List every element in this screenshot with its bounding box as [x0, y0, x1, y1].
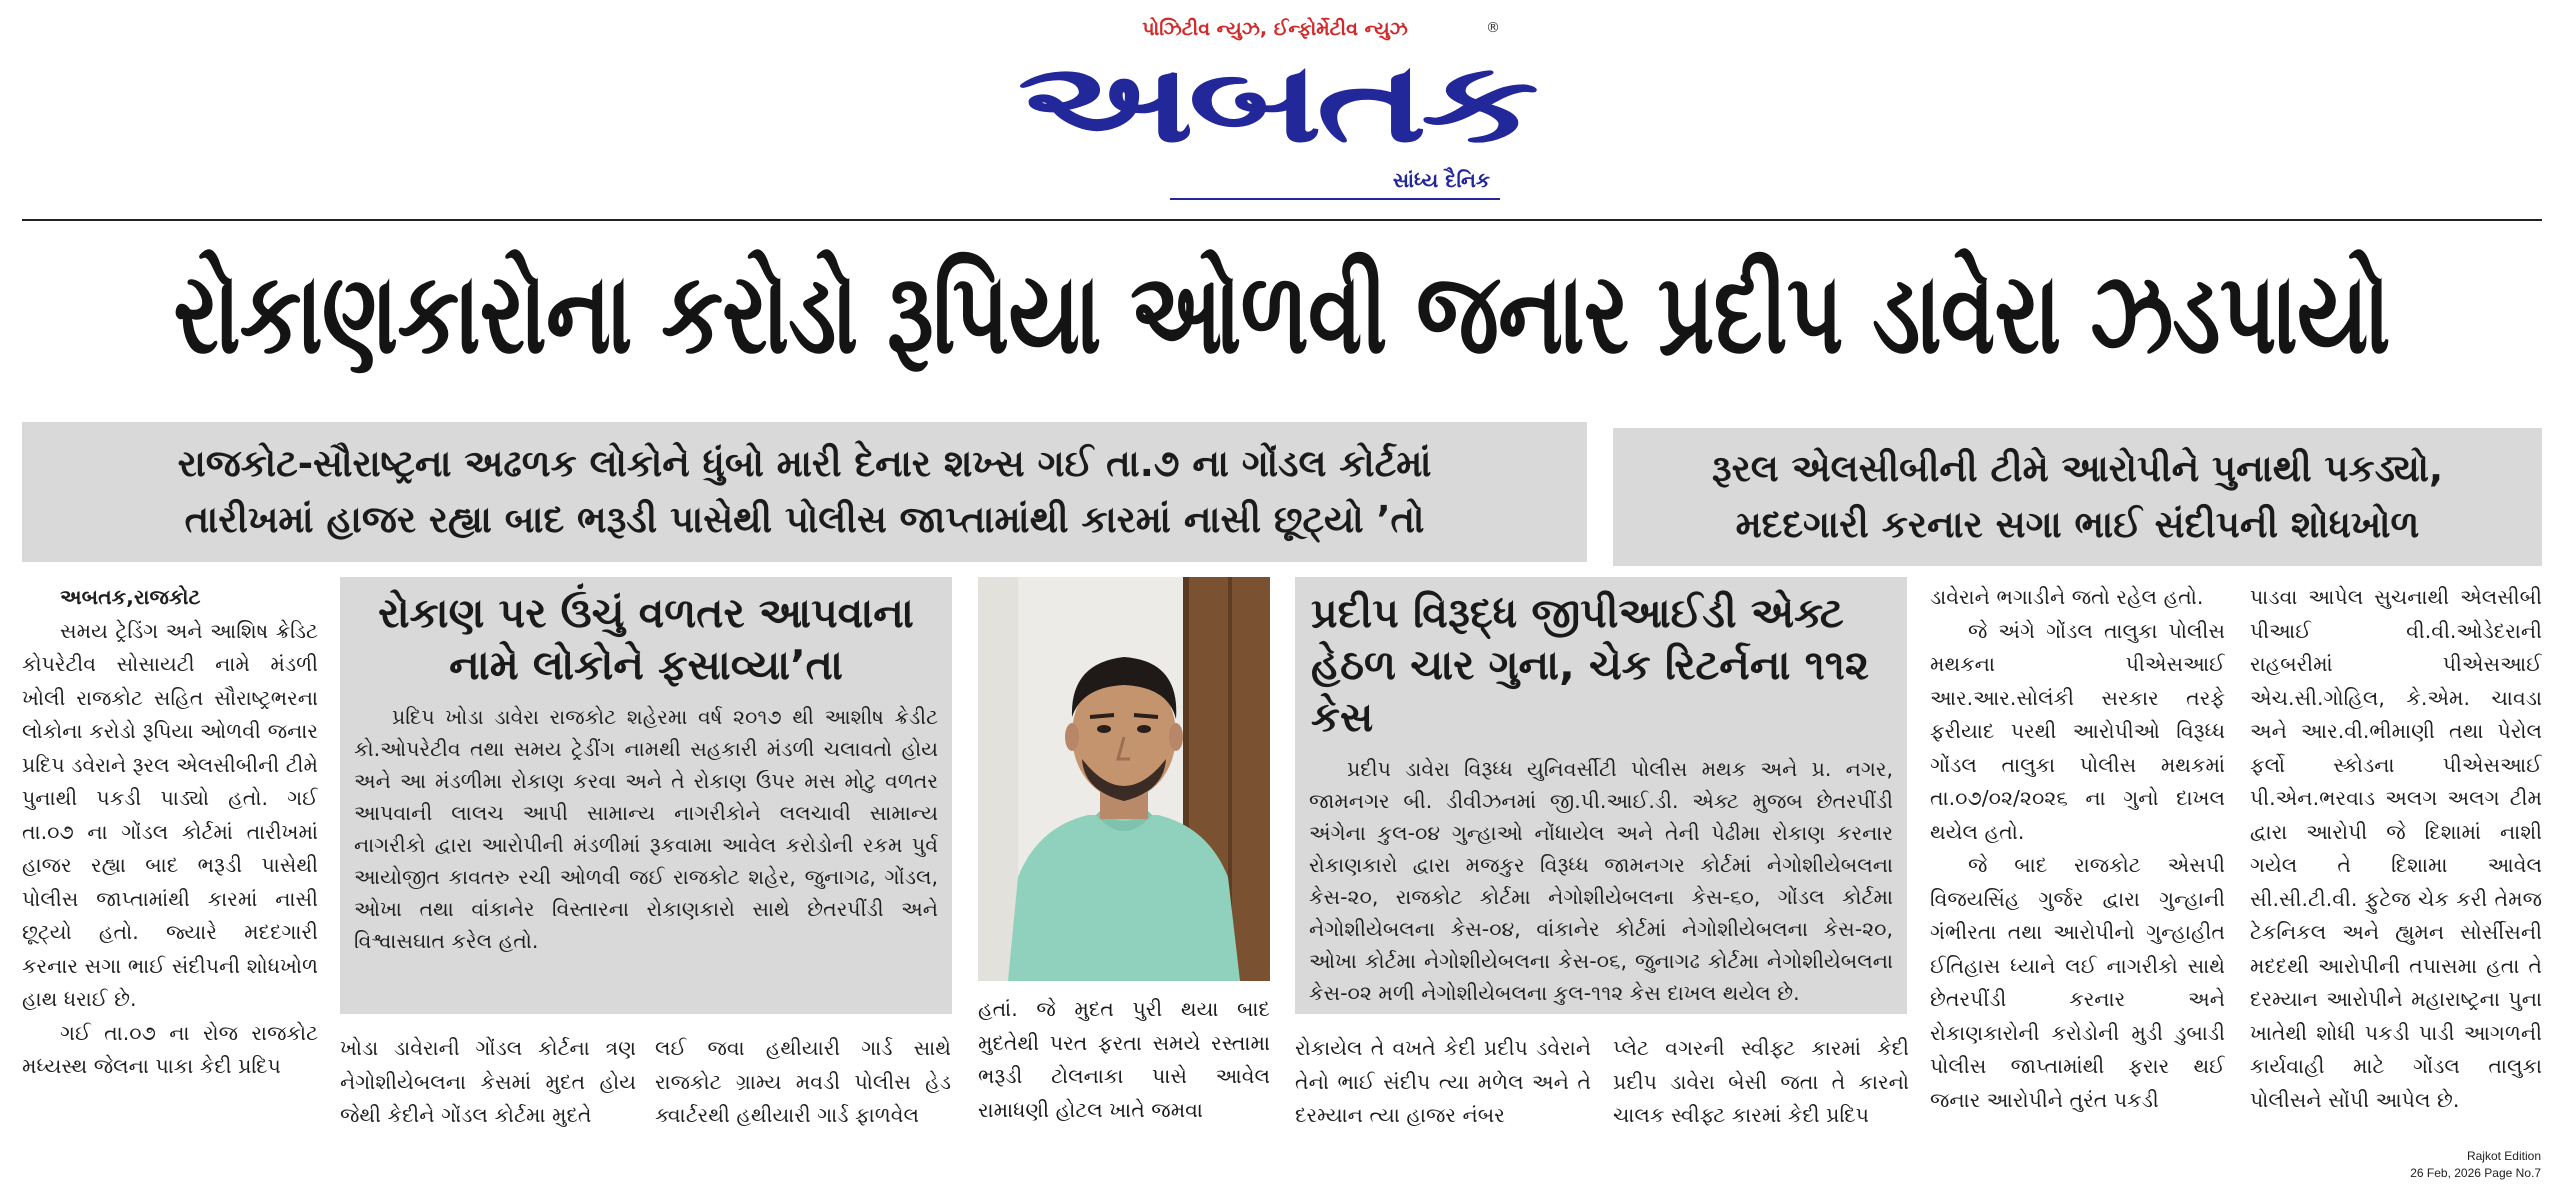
column-6-text: પ્લેટ વગરની સ્વીફ્ટ કારમાં કેદી પ્રદીપ ડાવેરા બેસી જતા તે કારનો ચાલક સ્વીફ્ટ કારમાં કેદી પ્રદિપ [1613, 1036, 1909, 1127]
logo-underline [1170, 198, 1500, 200]
edition-name: Rajkot Edition [2466, 1149, 2541, 1163]
masthead-tagline: પોઝિટીવ ન્યુઝ, ઈન્ફોર્મેટીવ ન્યુઝ [1142, 18, 1408, 40]
masthead-subtitle: સાંધ્ય દૈનિક [1392, 168, 1490, 192]
deck-right-line-1: રૂરલ એલસીબીની ટીમે આરોપીને પુનાથી પકડ્યો, [1711, 447, 2444, 490]
registered-mark: ® [1486, 20, 1500, 36]
portrait-image [978, 577, 1270, 981]
deck-left [22, 422, 1587, 562]
article-column-2 [340, 1032, 636, 1142]
column-7-paragraph-3: જે બાદ રાજકોટ એસપી વિજયસિંહ ગુર્જર દ્વારા ગુન્હાની ગંભીરતા તથા આરોપીનો ગુન્હાહીત ઈતિહાસ ધ્યાને લઈ નાગરીકો સાથે છેતરપીંડી કરનાર અને રોકાણકારોની કરોડોની મુડી ડુબાડી પોલીસ જાપ્તામાંથી ફરાર થઈ જનાર આરોપીને તુરંત પકડી [1930, 853, 2225, 1112]
sidebar-box-investment [340, 577, 952, 1014]
article-column-7 [1930, 581, 2225, 1143]
deck-left-line-2: તારીખમાં હાજર રહ્યા બાદ ભરૂડી પાસેથી પોલીસ જાપ્તામાંથી કારમાં નાસી છૂટ્યો ’તો [184, 498, 1425, 541]
masthead-rule [22, 219, 2542, 221]
article-column-8 [2250, 581, 2542, 1143]
main-headline [22, 240, 2542, 390]
masthead [1017, 14, 1533, 204]
dateline: અબતક,રાજકોટ [60, 585, 201, 609]
article-column-3 [655, 1032, 951, 1142]
column-7-paragraph-1: ડાવેરાને ભગાડીને જતો રહેલ હતો. [1930, 585, 2204, 609]
sidebar-box-cases-body: પ્રદીપ ડાવેરા વિરૂધ્ધ યુનિવર્સીટી પોલીસ મથક અને પ્ર. નગર, જામનગર બી. ડીવીઝનમાં જી.પી.આઈ.ડી. એક્ટ મુજબ છેતરપીંડી અંગેના કુલ-૦૪ ગુન્હાઓ નોંધાયેલ અને તેની પેઢીમા રોકાણ કરનાર રોકાણકારો દ્વારા મજકુર વિરૂધ્ધ જામનગર કોર્ટમાં નેગોશીયેબલના કેસ-૨૦, રાજકોટ કોર્ટમા નેગોશીયેબલના કેસ-૬૦, ગોંડલ કોર્ટમા નેગોશીયેબલના કેસ-૦૪, વાંકાનેર કોર્ટમાં નેગોશીયેબલના કેસ-૨૦, ઓખા કોર્ટમા નેગોશીયેબલના કેસ-૦૬, જુનાગઢ કોર્ટમા નેગોશીયેબલના કેસ-૦૨ મળી નેગોશીયેબલના કુલ-૧૧૨ કેસ દાખલ થયેલ છે. [1309, 757, 1893, 1005]
logo-wordmark: અબતક [1017, 39, 1533, 168]
sidebar-box-investment-body: પ્રદિપ ખોડા ડાવેરા રાજકોટ શહેરમા વર્ષ ૨૦૧૭ થી આશીષ ક્રેડીટ કો.ઓપરેટીવ તથા સમય ટ્રેડીંગ નામથી સહકારી મંડળી ચલાવતો હોય અને આ મંડળીમા રોકાણ કરવા અને તે રોકાણ ઉપર મસ મોટુ વળતર આપવાની લાલચ આપી સામાન્ય નાગરીકોને લલચાવી સામાન્ય નાગરીકો દ્વારા આરોપીની મંડળીમાં રૂકવામા આવેલ કરોડોની રકમ પુર્વ આયોજીત કાવતરુ રચી ઓળવી જઈ રાજકોટ શહેર, જુનાગઢ, ગોંડલ, ઓખા તથા વાંકાનેર વિસ્તારના રોકાણકારો સાથે છેતરપીંડી અને વિશ્વાસઘાત કરેલ હતો. [354, 705, 938, 953]
column-7-paragraph-2: જે અંગે ગોંડલ તાલુકા પોલીસ મથકના પીએસઆઈ આર.આર.સોલંકી સરકાર તરફે ફરીયાદ પરથી આરોપીઓ વિરૂધ્ધ ગોંડલ તાલુકા પોલીસ મથકમાં તા.૦૭/૦૨/૨૦૨૬ ના ગુનો દાખલ થયેલ હતો. [1930, 618, 2225, 844]
article-column-5 [1295, 1032, 1591, 1142]
newspaper-logo [1017, 39, 1533, 168]
sidebar-box-cases-title: પ્રદીપ વિરૂદ્ધ જીપીઆઈડી એક્ટ હેઠળ ચાર ગુના, ચેક રિટર્નના ૧૧૨ કેસ [1311, 589, 1869, 741]
column-4-text: હતાં. જે મુદત પુરી થયા બાદ મુદતેથી પરત ફરતા સમયે રસ્તામા ભરૂડી ટોલનાકા પાસે આવેલ રામાધણી હોટલ ખાતે જમવા [978, 997, 1270, 1122]
column-1-paragraph-1: સમય ટ્રેડિંગ અને આશિષ ક્રેડિટ કોપરેટીવ સોસાયટી નામે મંડળી ખોલી રાજકોટ સહિત સૌરાષ્ટ્રભરના લોકોના કરોડો રૂપિયા ઓળવી જનાર પ્રદિપ ડવેરાને રૂરલ એલસીબીની ટીમે પુનાથી પકડી પાડ્યો હતો. ગઈ તા.૦૭ ના ગોંડલ કોર્ટમાં તારીખમાં હાજર રહ્યા બાદ ભરૂડી પાસેથી પોલીસ જાપ્તામાંથી કારમાં નાસી છૂટ્યો હતો. જ્યારે મદદગારી કરનાર સગા ભાઈ સંદીપની શોધખોળ હાથ ધરાઈ છે. [22, 618, 318, 1011]
edition-date-page: 26 Feb, 2026 Page No.7 [2410, 1166, 2541, 1180]
accused-photo [978, 577, 1270, 981]
column-8-text: પાડવા આપેલ સુચનાથી એલસીબી પીઆઈ વી.વી.ઓડેદરાની રાહબરીમાં પીએસઆઈ એચ.સી.ગોહિલ, કે.એમ. ચાવડા અને આર.વી.ભીમાણી તથા પેરોલ ફર્લો સ્કોડના પીએસઆઈ પી.એન.ભરવાડ અલગ અલગ ટીમ દ્વારા આરોપી જે દિશામાં નાશી ગયેલ તે દિશામા આવેલ સી.સી.ટી.વી. ફુટેજ ચેક કરી તેમજ ટેકનિકલ અને હ્યુમન સોર્સીસની મદદથી આરોપીની તપાસમા હતા તે દરમ્યાન આરોપીને મહારાષ્ટ્રના પુના ખાતેથી શોધી પકડી પાડી આગળની કાર્યવાહી માટે ગોંડલ તાલુકા પોલીસને સોંપી આપેલ છે. [2250, 585, 2542, 1112]
article-column-1 [22, 581, 318, 1143]
article-column-4 [978, 993, 1270, 1143]
column-3-text: લઈ જવા હથીયારી ગાર્ડ સાથે રાજકોટ ગ્રામ્ય મવડી પોલીસ હેડ ક્વાર્ટરથી હથીયારી ગાર્ડ ફાળવેલ [655, 1036, 951, 1127]
deck-left-line-1: રાજકોટ-સૌરાષ્ટ્રના અઢળક લોકોને ધુંબો મારી દેનાર શખ્સ ગઈ તા.૭ ના ગોંડલ કોર્ટમાં [177, 442, 1432, 485]
column-2-text: ખોડા ડાવેરાની ગોંડલ કોર્ટના ત્રણ નેગોશીયેબલના કેસમાં મુદત હોય જેથી કેદીને ગોંડલ કોર્ટમા મુદતે [340, 1036, 636, 1127]
article-column-6 [1613, 1032, 1909, 1142]
sidebar-box-cases [1295, 577, 1907, 1014]
column-1-paragraph-2: ગઈ તા.૦૭ ના રોજ રાજકોટ મધ્યસ્થ જેલના પાકા કેદી પ્રદિપ [22, 1020, 318, 1078]
deck-right-line-2: મદદગારી કરનાર સગા ભાઈ સંદીપની શોધખોળ [1735, 503, 2420, 546]
sidebar-box-investment-title: રોકાણ પર ઉંચું વળતર આપવાના નામે લોકોને ફસાવ્યા’તા [378, 589, 914, 689]
edition-footer [2410, 1148, 2541, 1182]
main-headline-text: રોકાણકારોના કરોડો રૂપિયા ઓળવી જનાર પ્રદીપ ડાવેરા ઝડપાયો [173, 249, 2391, 379]
column-5-text: રોકાયેલ તે વખતે કેદી પ્રદીપ ડવેરાને તેનો ભાઈ સંદીપ ત્યા મળેલ અને તે દરમ્યાન ત્યા હાજર નંબર [1295, 1036, 1591, 1127]
deck-right [1613, 428, 2542, 566]
